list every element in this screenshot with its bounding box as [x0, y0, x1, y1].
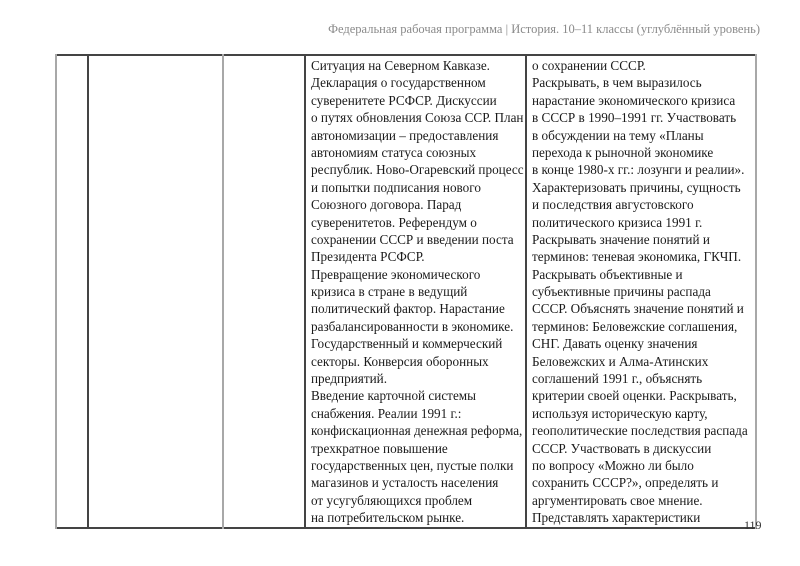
text-line: в обсуждении на тему «Планы: [532, 127, 704, 143]
text-line: Превращение экономического: [311, 266, 481, 282]
cell-hours: [223, 55, 305, 528]
text-line: суверенитете РСФСР. Дискуссии: [311, 92, 497, 108]
text-line: о путях обновления Союза ССР. План: [311, 110, 524, 126]
text-line: Представлять характеристики: [532, 510, 701, 526]
text-line: по вопросу «Можно ли было: [532, 457, 694, 473]
text-line: секторы. Конверсия оборонных: [311, 353, 489, 369]
text-line: и последствия августовского: [532, 197, 694, 213]
text-line: Президента РСФСР.: [311, 249, 425, 265]
text-line: Союзного договора. Парад: [311, 197, 462, 213]
text-line: терминов: теневая экономика, ГКЧП.: [532, 249, 742, 265]
text-line: разбалансированности в экономике.: [311, 318, 514, 334]
text-line: Раскрывать значение понятий и: [532, 231, 710, 247]
cell-number: [56, 55, 88, 528]
text-line: Ситуация на Северном Кавказе.: [311, 58, 490, 73]
text-line: в конце 1980-х гг.: лозунги и реалии».: [532, 162, 745, 178]
text-line: кризиса в стране в ведущий: [311, 284, 468, 300]
text-line: снабжения. Реалии 1991 г.:: [311, 405, 462, 421]
text-line: сохранении СССР и введении поста: [311, 231, 514, 247]
text-line: политического кризиса 1991 г.: [532, 214, 703, 230]
text-line: Беловежских и Алма-Атинских: [532, 353, 709, 369]
page-number: 119: [744, 518, 762, 532]
cell-activities: [526, 55, 756, 528]
text-line: СССР. Участвовать в дискуссии: [532, 440, 712, 456]
text-line: трехкратное повышение: [311, 440, 448, 456]
text-line: автономиям статуса союзных: [311, 144, 477, 160]
text-line: суверенитетов. Референдум о: [311, 214, 477, 230]
text-line: Декларация о государственном: [311, 75, 486, 91]
text-line: СССР. Объяснять значение понятий и: [532, 301, 744, 317]
running-header: Федеральная рабочая программа | История. 10–11 классы (углублённый уровень): [328, 22, 760, 36]
text-line: и попытки подписания нового: [311, 179, 481, 195]
text-line: геополитические последствия распада: [532, 423, 748, 439]
text-line: от усугубляющихся проблем: [311, 492, 473, 508]
text-line: политический фактор. Нарастание: [311, 301, 505, 317]
activities-text: [527, 56, 755, 527]
text-line: перехода к рыночной экономике: [532, 144, 714, 160]
text-line: используя историческую карту,: [532, 405, 708, 421]
cell-topic: [88, 55, 223, 528]
text-line: государственных цен, пустые полки: [311, 457, 514, 473]
text-line: Характеризовать причины, сущность: [532, 179, 741, 195]
text-line: терминов: Беловежские соглашения,: [532, 318, 738, 334]
curriculum-table: [55, 54, 757, 529]
text-line: о сохранении СССР.: [532, 58, 646, 73]
text-line: Государственный и коммерческий: [311, 336, 503, 352]
text-line: соглашений 1991 г., объяснять: [532, 371, 703, 387]
text-line: субъективные причины распада: [532, 284, 711, 300]
text-line: Введение карточной системы: [311, 388, 476, 404]
text-line: критерии своей оценки. Раскрывать,: [532, 388, 737, 404]
text-line: сохранить СССР?», определять и: [532, 475, 719, 491]
text-line: СНГ. Давать оценку значения: [532, 336, 698, 352]
text-line: автономизации – предоставления: [311, 127, 499, 143]
text-line: конфискационная денежная реформа,: [311, 423, 523, 439]
text-line: в СССР в 1990–1991 гг. Участвовать: [532, 110, 737, 126]
text-line: республик. Ново-Огаревский процесс: [311, 162, 524, 178]
content-text: [306, 56, 525, 527]
text-line: магазинов и усталость населения: [311, 475, 499, 491]
text-line: Раскрывать, в чем выразилось: [532, 75, 702, 91]
text-line: Раскрывать объективные и: [532, 266, 683, 282]
table-row: [56, 55, 756, 528]
text-line: предприятий.: [311, 371, 387, 387]
cell-content: [305, 55, 526, 528]
text-line: на потребительском рынке.: [311, 510, 465, 526]
text-line: нарастание экономического кризиса: [532, 92, 736, 108]
text-line: аргументировать свое мнение.: [532, 492, 703, 508]
